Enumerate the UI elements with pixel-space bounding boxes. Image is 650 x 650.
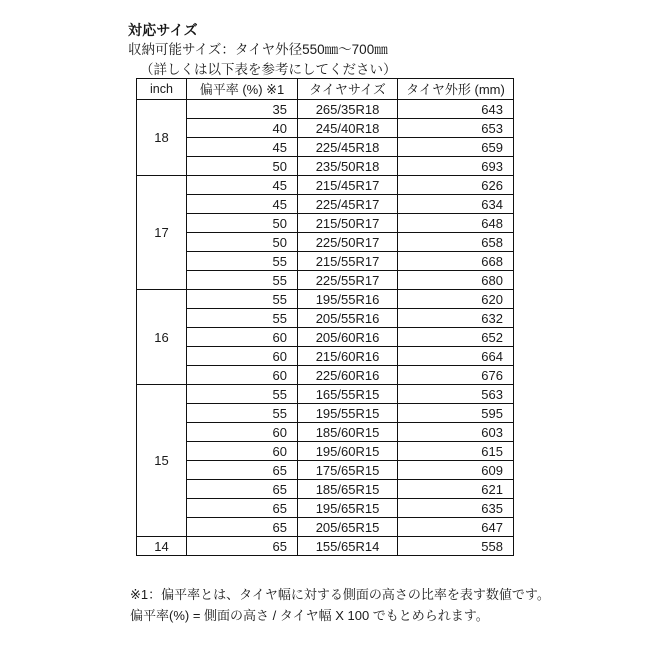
cell-outer-diameter: 659 <box>398 138 514 157</box>
table-row <box>137 537 514 556</box>
cell-aspect-ratio: 50 <box>187 157 298 176</box>
cell-tire-size: 185/60R15 <box>298 423 398 442</box>
cell-tire-size: 195/60R15 <box>298 442 398 461</box>
cell-aspect-ratio: 55 <box>187 271 298 290</box>
table-row <box>137 138 514 157</box>
table-row <box>137 214 514 233</box>
cell-outer-diameter: 609 <box>398 461 514 480</box>
cell-tire-size: 175/65R15 <box>298 461 398 480</box>
cell-tire-size: 205/55R16 <box>298 309 398 328</box>
cell-inch: 17 <box>137 176 187 290</box>
cell-aspect-ratio: 60 <box>187 423 298 442</box>
cell-aspect-ratio: 50 <box>187 214 298 233</box>
cell-outer-diameter: 621 <box>398 480 514 499</box>
cell-tire-size: 225/55R17 <box>298 271 398 290</box>
table-row <box>137 233 514 252</box>
cell-aspect-ratio: 55 <box>187 385 298 404</box>
cell-outer-diameter: 658 <box>398 233 514 252</box>
cell-tire-size: 215/60R16 <box>298 347 398 366</box>
cell-aspect-ratio: 40 <box>187 119 298 138</box>
cell-tire-size: 235/50R18 <box>298 157 398 176</box>
cell-aspect-ratio: 60 <box>187 366 298 385</box>
cell-tire-size: 265/35R18 <box>298 100 398 119</box>
cell-outer-diameter: 668 <box>398 252 514 271</box>
cell-aspect-ratio: 65 <box>187 537 298 556</box>
heading-block <box>128 20 528 80</box>
footnotes <box>130 584 550 626</box>
table-row <box>137 290 514 309</box>
cell-aspect-ratio: 55 <box>187 252 298 271</box>
table-row <box>137 195 514 214</box>
cell-aspect-ratio: 55 <box>187 309 298 328</box>
page-subnote: （詳しくは以下表を参考にしてください） <box>140 62 397 77</box>
cell-tire-size: 225/50R17 <box>298 233 398 252</box>
cell-aspect-ratio: 65 <box>187 499 298 518</box>
cell-tire-size: 205/60R16 <box>298 328 398 347</box>
cell-tire-size: 215/50R17 <box>298 214 398 233</box>
cell-outer-diameter: 634 <box>398 195 514 214</box>
table-row <box>137 480 514 499</box>
cell-tire-size: 215/55R17 <box>298 252 398 271</box>
column-header-inch: inch <box>137 79 187 100</box>
cell-tire-size: 195/55R16 <box>298 290 398 309</box>
cell-aspect-ratio: 65 <box>187 480 298 499</box>
cell-tire-size: 215/45R17 <box>298 176 398 195</box>
cell-outer-diameter: 664 <box>398 347 514 366</box>
table-header-row <box>137 79 514 100</box>
cell-outer-diameter: 563 <box>398 385 514 404</box>
cell-inch: 15 <box>137 385 187 537</box>
tire-size-table <box>136 78 514 556</box>
cell-outer-diameter: 676 <box>398 366 514 385</box>
table-row <box>137 100 514 119</box>
table-row <box>137 328 514 347</box>
table-row <box>137 404 514 423</box>
cell-tire-size: 205/65R15 <box>298 518 398 537</box>
cell-aspect-ratio: 45 <box>187 176 298 195</box>
cell-tire-size: 155/65R14 <box>298 537 398 556</box>
cell-inch: 18 <box>137 100 187 176</box>
cell-outer-diameter: 620 <box>398 290 514 309</box>
cell-outer-diameter: 632 <box>398 309 514 328</box>
cell-aspect-ratio: 60 <box>187 347 298 366</box>
cell-outer-diameter: 595 <box>398 404 514 423</box>
cell-outer-diameter: 615 <box>398 442 514 461</box>
cell-aspect-ratio: 60 <box>187 442 298 461</box>
cell-outer-diameter: 652 <box>398 328 514 347</box>
table-row <box>137 518 514 537</box>
cell-aspect-ratio: 45 <box>187 195 298 214</box>
cell-aspect-ratio: 50 <box>187 233 298 252</box>
column-header-ratio: 偏平率 (%) ※1 <box>187 79 298 100</box>
table-row <box>137 385 514 404</box>
cell-aspect-ratio: 55 <box>187 404 298 423</box>
table-row <box>137 252 514 271</box>
cell-aspect-ratio: 55 <box>187 290 298 309</box>
column-header-diameter: タイヤ外形 (mm) <box>398 79 514 100</box>
cell-outer-diameter: 648 <box>398 214 514 233</box>
cell-outer-diameter: 653 <box>398 119 514 138</box>
cell-outer-diameter: 626 <box>398 176 514 195</box>
cell-tire-size: 225/60R16 <box>298 366 398 385</box>
table-header <box>137 79 514 100</box>
table-body <box>137 100 514 556</box>
cell-outer-diameter: 643 <box>398 100 514 119</box>
cell-tire-size: 225/45R17 <box>298 195 398 214</box>
table-row <box>137 442 514 461</box>
cell-outer-diameter: 635 <box>398 499 514 518</box>
cell-tire-size: 245/40R18 <box>298 119 398 138</box>
cell-tire-size: 195/65R15 <box>298 499 398 518</box>
table-row <box>137 309 514 328</box>
cell-tire-size: 195/55R15 <box>298 404 398 423</box>
cell-inch: 16 <box>137 290 187 385</box>
cell-aspect-ratio: 65 <box>187 518 298 537</box>
cell-tire-size: 225/45R18 <box>298 138 398 157</box>
table-row <box>137 423 514 442</box>
cell-outer-diameter: 558 <box>398 537 514 556</box>
cell-inch: 14 <box>137 537 187 556</box>
table-row <box>137 157 514 176</box>
table-row <box>137 271 514 290</box>
footnote-definition: ※1：偏平率とは、タイヤ幅に対する側面の高さの比率を表す数値です。 <box>130 587 550 602</box>
cell-aspect-ratio: 60 <box>187 328 298 347</box>
page-title: 対応サイズ <box>128 22 198 38</box>
cell-aspect-ratio: 35 <box>187 100 298 119</box>
table-row <box>137 461 514 480</box>
cell-tire-size: 185/65R15 <box>298 480 398 499</box>
table-row <box>137 347 514 366</box>
cell-aspect-ratio: 65 <box>187 461 298 480</box>
table-row <box>137 366 514 385</box>
cell-tire-size: 165/55R15 <box>298 385 398 404</box>
column-header-size: タイヤサイズ <box>298 79 398 100</box>
cell-outer-diameter: 680 <box>398 271 514 290</box>
table-row <box>137 176 514 195</box>
table-row <box>137 119 514 138</box>
cell-outer-diameter: 693 <box>398 157 514 176</box>
footnote-formula: 偏平率(%) = 側面の高さ / タイヤ幅 X 100 でもとめられます。 <box>130 608 489 623</box>
page-subtitle: 収納可能サイズ：タイヤ外径550㎜～700㎜ <box>128 42 388 57</box>
cell-outer-diameter: 603 <box>398 423 514 442</box>
cell-outer-diameter: 647 <box>398 518 514 537</box>
cell-aspect-ratio: 45 <box>187 138 298 157</box>
table-row <box>137 499 514 518</box>
